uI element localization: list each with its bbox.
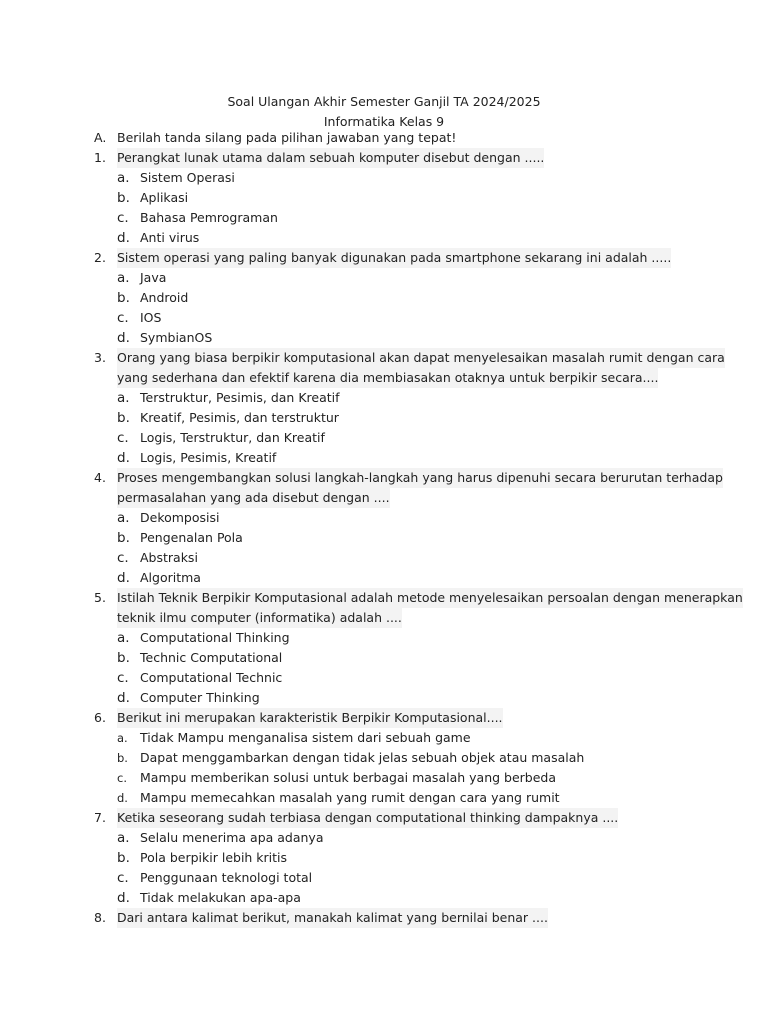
option-row[interactable]	[0, 268, 768, 288]
option-row[interactable]	[0, 408, 768, 428]
option-text: Selalu menerima apa adanya	[140, 830, 324, 845]
option-text: Logis, Terstruktur, dan Kreatif	[140, 430, 325, 445]
option-row[interactable]	[0, 688, 768, 708]
option-text: Algoritma	[140, 570, 201, 585]
option-letter: b.	[117, 530, 130, 546]
option-letter: d.	[117, 791, 128, 805]
option-letter: d.	[117, 690, 130, 706]
option-letter: b.	[117, 290, 130, 306]
option-row[interactable]	[0, 208, 768, 228]
question-text: Ketika seseorang sudah terbiasa dengan computational thinking dampaknya ....	[117, 808, 618, 828]
question-number: 1.	[94, 150, 106, 165]
option-letter: d.	[117, 330, 130, 346]
option-text: Android	[140, 290, 189, 305]
option-row[interactable]	[0, 188, 768, 208]
option-letter: a.	[117, 170, 130, 186]
option-letter: b.	[117, 850, 130, 866]
section-instruction: Berilah tanda silang pada pilihan jawaban yang tepat!	[117, 130, 457, 145]
option-text: Kreatif, Pesimis, dan terstruktur	[140, 410, 339, 425]
option-row[interactable]	[0, 828, 768, 848]
header	[0, 92, 768, 132]
option-row[interactable]	[0, 288, 768, 308]
option-text: Mampu memberikan solusi untuk berbagai masalah yang berbeda	[140, 770, 557, 785]
section-label: A.	[94, 130, 107, 145]
option-letter: c.	[117, 870, 129, 886]
option-text: Computational Thinking	[140, 630, 290, 645]
option-row[interactable]	[0, 388, 768, 408]
option-letter: c.	[117, 550, 129, 566]
option-text: Logis, Pesimis, Kreatif	[140, 450, 277, 465]
question-text: Perangkat lunak utama dalam sebuah komputer disebut dengan .....	[117, 148, 544, 168]
question-text: teknik ilmu computer (informatika) adalah ....	[117, 608, 402, 628]
question-number: 7.	[94, 810, 106, 825]
option-row[interactable]	[0, 748, 768, 768]
question-row	[0, 608, 768, 628]
question-text: Berikut ini merupakan karakteristik Berpikir Komputasional....	[117, 708, 503, 728]
option-text: Computer Thinking	[140, 690, 260, 705]
question-row	[0, 368, 768, 388]
option-letter: d.	[117, 570, 130, 586]
option-text: Dekomposisi	[140, 510, 220, 525]
option-row[interactable]	[0, 788, 768, 808]
option-row[interactable]	[0, 648, 768, 668]
question-list	[0, 128, 768, 928]
option-row[interactable]	[0, 508, 768, 528]
option-letter: a.	[117, 731, 128, 745]
option-row[interactable]	[0, 868, 768, 888]
question-number: 6.	[94, 710, 106, 725]
option-row[interactable]	[0, 228, 768, 248]
option-row[interactable]	[0, 628, 768, 648]
option-letter: d.	[117, 230, 130, 246]
option-row[interactable]	[0, 548, 768, 568]
option-letter: b.	[117, 650, 130, 666]
question-number: 4.	[94, 470, 106, 485]
option-letter: c.	[117, 771, 127, 785]
option-letter: d.	[117, 450, 130, 466]
option-text: IOS	[140, 310, 162, 325]
option-letter: c.	[117, 210, 129, 226]
page-subtitle: Informatika Kelas 9	[323, 114, 445, 129]
option-row[interactable]	[0, 308, 768, 328]
question-row	[0, 348, 768, 368]
option-text: Tidak melakukan apa-apa	[140, 890, 301, 905]
option-row[interactable]	[0, 528, 768, 548]
question-text: Proses mengembangkan solusi langkah-langkah yang harus dipenuhi secara berurutan terhadap	[117, 468, 723, 488]
question-text: Dari antara kalimat berikut, manakah kalimat yang bernilai benar ....	[117, 908, 548, 928]
option-row[interactable]	[0, 428, 768, 448]
question-number: 2.	[94, 250, 106, 265]
option-row[interactable]	[0, 168, 768, 188]
question-row	[0, 588, 768, 608]
question-row	[0, 708, 768, 728]
option-row[interactable]	[0, 448, 768, 468]
option-text: Java	[140, 270, 167, 285]
option-text: Penggunaan teknologi total	[140, 870, 313, 885]
option-letter: d.	[117, 890, 130, 906]
option-text: SymbianOS	[140, 330, 213, 345]
option-text: Bahasa Pemrograman	[140, 210, 278, 225]
option-row[interactable]	[0, 728, 768, 748]
question-text: yang sederhana dan efektif karena dia membiasakan otaknya untuk berpikir secara....	[117, 368, 658, 388]
option-row[interactable]	[0, 328, 768, 348]
question-row	[0, 808, 768, 828]
option-row[interactable]	[0, 888, 768, 908]
option-letter: b.	[117, 410, 130, 426]
question-number: 3.	[94, 350, 106, 365]
option-letter: a.	[117, 630, 130, 646]
question-text: Sistem operasi yang paling banyak digunakan pada smartphone sekarang ini adalah .....	[117, 248, 671, 268]
option-text: Pola berpikir lebih kritis	[140, 850, 288, 865]
question-text: permasalahan yang ada disebut dengan ....	[117, 488, 390, 508]
option-text: Sistem Operasi	[140, 170, 235, 185]
option-text: Anti virus	[140, 230, 200, 245]
option-text: Dapat menggambarkan dengan tidak jelas sebuah objek atau masalah	[140, 750, 585, 765]
option-letter: a.	[117, 270, 130, 286]
section-heading	[0, 128, 768, 148]
option-text: Pengenalan Pola	[140, 530, 243, 545]
option-text: Computational Technic	[140, 670, 283, 685]
question-number: 8.	[94, 910, 106, 925]
option-letter: b.	[117, 751, 128, 765]
question-text: Istilah Teknik Berpikir Komputasional adalah metode menyelesaikan persoalan dengan menerapkan	[117, 588, 743, 608]
option-letter: c.	[117, 430, 129, 446]
option-letter: b.	[117, 190, 130, 206]
question-row	[0, 908, 768, 928]
question-row	[0, 148, 768, 168]
option-letter: c.	[117, 670, 129, 686]
question-row	[0, 488, 768, 508]
option-row[interactable]	[0, 848, 768, 868]
option-text: Tidak Mampu menganalisa sistem dari sebuah game	[140, 730, 471, 745]
option-row[interactable]	[0, 668, 768, 688]
page-title: Soal Ulangan Akhir Semester Ganjil TA 2024/2025	[227, 94, 541, 109]
question-row	[0, 248, 768, 268]
option-text: Terstruktur, Pesimis, dan Kreatif	[140, 390, 340, 405]
option-text: Technic Computational	[140, 650, 283, 665]
option-row[interactable]	[0, 768, 768, 788]
option-text: Abstraksi	[140, 550, 198, 565]
option-letter: a.	[117, 830, 130, 846]
question-row	[0, 468, 768, 488]
question-text: Orang yang biasa berpikir komputasional akan dapat menyelesaikan masalah rumit dengan cara	[117, 348, 725, 368]
option-text: Mampu memecahkan masalah yang rumit dengan cara yang rumit	[140, 790, 560, 805]
question-number: 5.	[94, 590, 106, 605]
option-text: Aplikasi	[140, 190, 189, 205]
option-letter: a.	[117, 390, 130, 406]
option-letter: a.	[117, 510, 130, 526]
option-letter: c.	[117, 310, 129, 326]
option-row[interactable]	[0, 568, 768, 588]
